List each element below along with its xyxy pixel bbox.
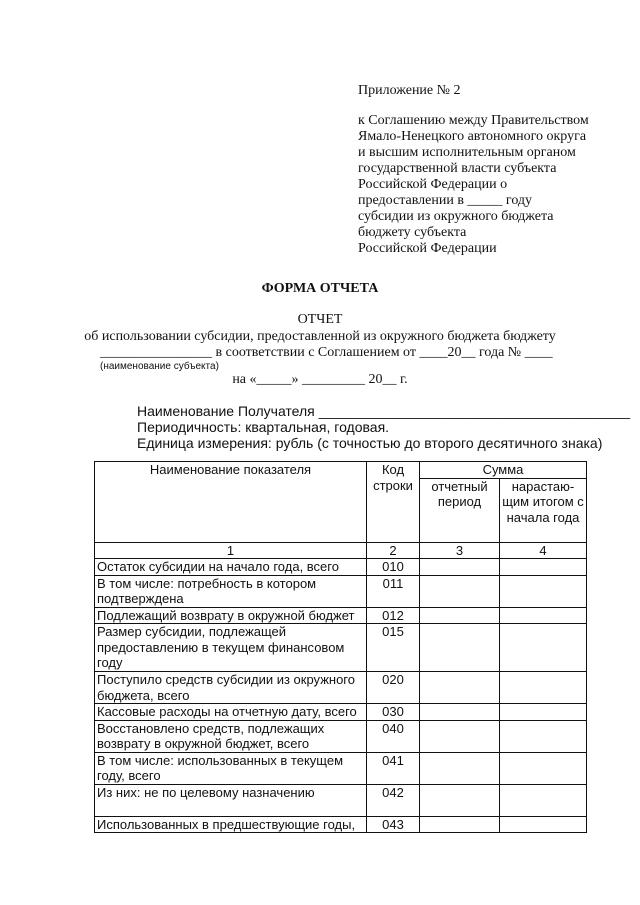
cell-cumulative[interactable] (500, 575, 587, 607)
header-cumulative: нарастаю- щим итогом с начала года (500, 478, 587, 542)
appendix-line: бюджету субъекта (358, 225, 467, 240)
cell-cumulative[interactable] (500, 752, 587, 784)
row-code: 041 (367, 752, 420, 784)
col-number: 1 (95, 542, 367, 559)
table-row (95, 816, 587, 833)
table-row (95, 575, 587, 607)
cell-period[interactable] (420, 704, 500, 721)
row-name: Подлежащий возврату в окружной бюджет (95, 607, 367, 624)
subject-caption: (наименование субъекта) (100, 361, 219, 372)
table-row (95, 752, 587, 784)
report-table (94, 461, 587, 833)
cell-cumulative[interactable] (500, 784, 587, 816)
row-code: 020 (367, 672, 420, 704)
row-name: Поступило средств субсидии из окружного бюджета, всего (95, 672, 367, 704)
cell-cumulative[interactable] (500, 816, 587, 833)
row-name: В том числе: потребность в котором подтверждена (95, 575, 367, 607)
report-date: на «_____» _________ 20__ г. (232, 372, 408, 387)
cell-period[interactable] (420, 607, 500, 624)
appendix-line: Российской Федерации о (358, 177, 508, 192)
row-name: В том числе: использованных в текущем году, всего (95, 752, 367, 784)
appendix-line: к Соглашению между Правительством (358, 113, 589, 128)
report-subtitle: об использовании субсидии, предоставленной из окружного бюджета бюджету (84, 329, 556, 344)
table-row (95, 704, 587, 721)
row-code: 012 (367, 607, 420, 624)
row-code: 030 (367, 704, 420, 721)
report-agreement-line: ________________ в соответствии с Соглашением от ____20__ года № ____ (100, 345, 553, 360)
table-row (95, 624, 587, 672)
row-code: 010 (367, 559, 420, 576)
cell-period[interactable] (420, 559, 500, 576)
cell-period[interactable] (420, 672, 500, 704)
row-name: Использованных в предшествующие годы, (95, 816, 367, 833)
row-code: 015 (367, 624, 420, 672)
periodicity-line: Периодичность: квартальная, годовая. (137, 419, 390, 435)
table-row (95, 672, 587, 704)
form-title: ФОРМА ОТЧЕТА (261, 281, 379, 296)
cell-period[interactable] (420, 720, 500, 752)
row-code: 011 (367, 575, 420, 607)
cell-period[interactable] (420, 816, 500, 833)
header-name: Наименование показателя (95, 462, 367, 543)
appendix-line: и высшим исполнительным органом (358, 145, 576, 160)
table-row (95, 784, 587, 816)
recipient-line: Наименование Получателя ________________________________________ (137, 403, 631, 419)
appendix-text (358, 113, 618, 257)
row-code: 040 (367, 720, 420, 752)
cell-period[interactable] (420, 752, 500, 784)
unit-line: Единица измерения: рубль (с точностью до второго десятичного знака) (137, 435, 603, 451)
table-row (95, 607, 587, 624)
col-number: 2 (367, 542, 420, 559)
cell-cumulative[interactable] (500, 607, 587, 624)
report-heading: ОТЧЕТ (297, 312, 343, 327)
header-sum: Сумма (420, 462, 587, 479)
col-number: 4 (500, 542, 587, 559)
cell-cumulative[interactable] (500, 720, 587, 752)
table-row (95, 720, 587, 752)
appendix-line: предоставлении в _____ году (358, 193, 533, 208)
cell-period[interactable] (420, 784, 500, 816)
appendix-line: субсидии из окружного бюджета (358, 209, 554, 224)
row-name: Остаток субсидии на начало года, всего (95, 559, 367, 576)
row-code: 043 (367, 816, 420, 833)
appendix-title: Приложение № 2 (358, 83, 461, 98)
header-period: отчетный период (420, 478, 500, 542)
cell-period[interactable] (420, 575, 500, 607)
cell-cumulative[interactable] (500, 624, 587, 672)
row-code: 042 (367, 784, 420, 816)
row-name: Кассовые расходы на отчетную дату, всего (95, 704, 367, 721)
appendix-line: Российской Федерации (358, 241, 497, 256)
cell-period[interactable] (420, 624, 500, 672)
col-number: 3 (420, 542, 500, 559)
appendix-line: государственной власти субъекта (358, 161, 557, 176)
row-name: Из них: не по целевому назначению (95, 784, 367, 816)
header-code: Код строки (367, 462, 420, 543)
appendix-line: Ямало-Ненецкого автономного округа (358, 129, 587, 144)
cell-cumulative[interactable] (500, 704, 587, 721)
row-name: Восстановлено средств, подлежащих возврату в окружной бюджет, всего (95, 720, 367, 752)
table-row (95, 559, 587, 576)
cell-cumulative[interactable] (500, 672, 587, 704)
cell-cumulative[interactable] (500, 559, 587, 576)
row-name: Размер субсидии, подлежащей предоставлению в текущем финансовом году (95, 624, 367, 672)
